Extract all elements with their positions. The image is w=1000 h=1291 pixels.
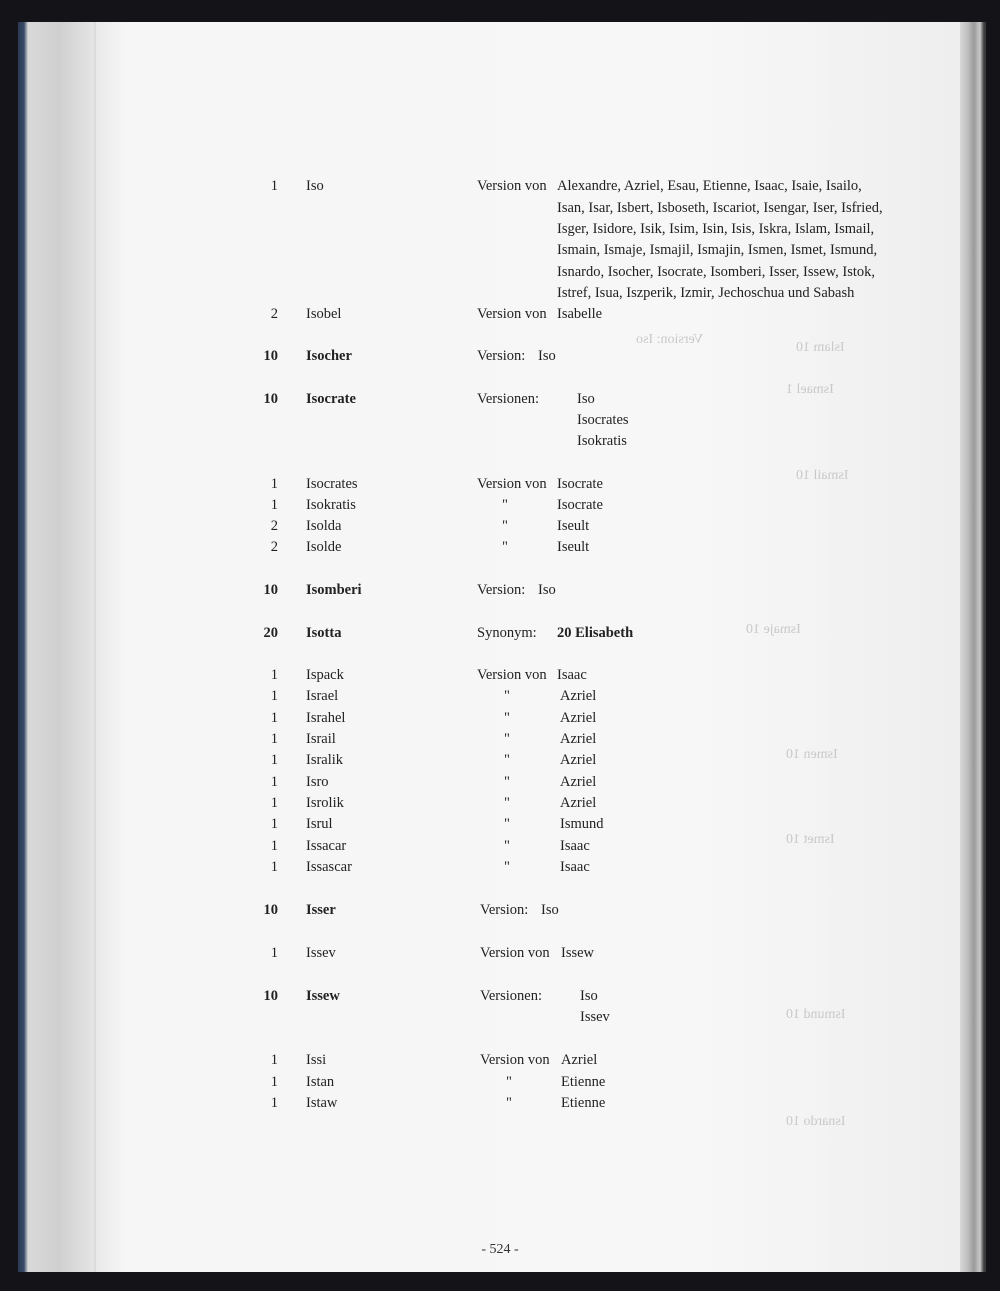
- entry-row: [0, 221, 1000, 243]
- entry-row: [0, 178, 1000, 200]
- entry-relation: Versionen:: [477, 391, 540, 407]
- entry-name: Issascar: [306, 859, 352, 875]
- entry-count: 10: [263, 988, 278, 1004]
- entry-count: 1: [270, 752, 278, 768]
- entry-row: [0, 859, 1000, 881]
- entry-row: [0, 285, 1000, 307]
- entry-count: 10: [263, 902, 278, 918]
- entry-count: 1: [270, 1095, 278, 1111]
- entry-row: [0, 988, 1000, 1010]
- entry-relation: ": [504, 859, 510, 875]
- entry-relation: ": [504, 838, 510, 854]
- entry-value: Isabelle: [557, 306, 603, 322]
- entry-row: [0, 539, 1000, 561]
- entry-row: [0, 1052, 1000, 1074]
- entry-relation: Version von: [477, 667, 547, 683]
- entry-relation: ": [504, 688, 510, 704]
- entry-row: [0, 582, 1000, 604]
- entry-relation: ": [502, 518, 508, 534]
- entry-value: Issew: [561, 945, 595, 961]
- entry-relation: ": [504, 795, 510, 811]
- show-through-text: Ismaje 10: [746, 622, 801, 637]
- entry-row: [0, 306, 1000, 328]
- entry-count: 2: [270, 539, 278, 555]
- entry-count: 1: [270, 795, 278, 811]
- entry-value: Iseult: [557, 518, 590, 534]
- entry-name: Issacar: [306, 838, 347, 854]
- entry-count: 1: [270, 710, 278, 726]
- entry-relation: ": [504, 731, 510, 747]
- entry-name: Issev: [306, 945, 336, 961]
- entry-row: [0, 1074, 1000, 1096]
- entry-relation: Version von: [477, 476, 547, 492]
- entry-name: Isocrate: [306, 391, 356, 407]
- entry-row: [0, 497, 1000, 519]
- entry-value: 20 Elisabeth: [557, 625, 634, 641]
- entry-count: 1: [270, 859, 278, 875]
- entry-relation: Version von: [480, 1052, 550, 1068]
- entry-row: [0, 710, 1000, 732]
- entry-relation: Version von: [477, 178, 547, 194]
- entry-relation: Synonym:: [477, 625, 537, 641]
- entry-row: [0, 200, 1000, 222]
- entry-value: Azriel: [561, 1052, 598, 1068]
- entry-name: Israil: [306, 731, 336, 747]
- entry-name: Isomberi: [306, 582, 362, 598]
- entry-name: Isro: [306, 774, 329, 790]
- entry-relation: Version von: [477, 306, 547, 322]
- entry-name: Iso: [306, 178, 324, 194]
- entry-row: [0, 945, 1000, 967]
- show-through-text: Version: Iso: [636, 332, 704, 347]
- entry-count: 1: [270, 178, 278, 194]
- entry-value: Azriel: [560, 688, 597, 704]
- entry-value: Istref, Isua, Iszperik, Izmir, Jechoschua und Sabash: [557, 285, 855, 301]
- entry-count: 1: [270, 688, 278, 704]
- entry-value: Isaac: [557, 667, 587, 683]
- entry-row: [0, 348, 1000, 370]
- entry-count: 1: [270, 731, 278, 747]
- show-through-text: Ismael 1: [786, 382, 834, 397]
- entry-value: Ismain, Ismaje, Ismajil, Ismajin, Ismen, Ismet, Ismund,: [557, 242, 878, 258]
- entry-count: 1: [270, 1074, 278, 1090]
- entry-value: Azriel: [560, 752, 597, 768]
- entry-name: Isotta: [306, 625, 342, 641]
- show-through-text: Isnardo 10: [786, 1114, 846, 1129]
- entry-value: Azriel: [560, 731, 597, 747]
- entry-name: Istan: [306, 1074, 335, 1090]
- entry-count: 1: [270, 816, 278, 832]
- entry-name: Isser: [306, 902, 336, 918]
- entry-row: [0, 412, 1000, 434]
- entry-count: 10: [263, 391, 278, 407]
- entry-name: Isocrates: [306, 476, 358, 492]
- entry-name: Israhel: [306, 710, 346, 726]
- entry-value: Iso: [577, 391, 595, 407]
- entry-value: Alexandre, Azriel, Esau, Etienne, Isaac, Isaie, Isailo,: [557, 178, 862, 194]
- entry-row: [0, 1095, 1000, 1117]
- show-through-text: Ismet 10: [786, 832, 835, 847]
- entry-value: Azriel: [560, 795, 597, 811]
- entry-count: 1: [270, 838, 278, 854]
- entry-row: [0, 625, 1000, 647]
- entry-row: [0, 774, 1000, 796]
- entry-count: 1: [270, 945, 278, 961]
- entry-row: [0, 264, 1000, 286]
- show-through-text: Ismail 10: [796, 468, 849, 483]
- entry-value: Isger, Isidore, Isik, Isim, Isin, Isis, Iskra, Islam, Ismail,: [557, 221, 875, 237]
- entry-value: Isocrate: [557, 476, 603, 492]
- entry-relation: ": [506, 1074, 512, 1090]
- entry-count: 1: [270, 1052, 278, 1068]
- entry-count: 1: [270, 774, 278, 790]
- entry-relation: ": [504, 774, 510, 790]
- entry-row: [0, 391, 1000, 413]
- entry-value: Iso: [541, 902, 559, 918]
- entry-count: 10: [263, 582, 278, 598]
- entry-relation: Version:: [477, 348, 526, 364]
- entry-row: [0, 838, 1000, 860]
- entry-value: Iseult: [557, 539, 590, 555]
- entry-value: Isaac: [560, 859, 590, 875]
- entry-relation: ": [502, 539, 508, 555]
- entry-value: Iso: [580, 988, 598, 1004]
- entry-value: Isnardo, Isocher, Isocrate, Isomberi, Isser, Issew, Istok,: [557, 264, 876, 280]
- entry-name: Isokratis: [306, 497, 356, 513]
- entry-row: [0, 816, 1000, 838]
- entry-value: Isokratis: [577, 433, 627, 449]
- entry-value: Ismund: [560, 816, 604, 832]
- entry-relation: Version:: [477, 582, 526, 598]
- entry-name: Isrul: [306, 816, 333, 832]
- entry-value: Iso: [538, 348, 556, 364]
- entry-relation: ": [504, 710, 510, 726]
- entry-count: 2: [270, 306, 278, 322]
- page-number: - 524 -: [481, 1242, 519, 1257]
- entry-count: 10: [263, 348, 278, 364]
- entry-relation: ": [504, 752, 510, 768]
- entry-row: [0, 902, 1000, 924]
- entry-row: [0, 518, 1000, 540]
- entry-name: Istaw: [306, 1095, 338, 1111]
- entry-row: [0, 688, 1000, 710]
- entry-relation: Version:: [480, 902, 529, 918]
- show-through-text: Islam 10: [796, 340, 845, 355]
- entry-name: Isolde: [306, 539, 342, 555]
- entry-value: Isocrate: [557, 497, 603, 513]
- entry-name: Isolda: [306, 518, 342, 534]
- entry-value: Isaac: [560, 838, 590, 854]
- entry-row: [0, 433, 1000, 455]
- entry-value: Isocrates: [577, 412, 629, 428]
- entry-relation: ": [504, 816, 510, 832]
- entry-value: Etienne: [561, 1074, 606, 1090]
- entry-row: [0, 667, 1000, 689]
- entry-name: Isobel: [306, 306, 342, 322]
- entry-name: Israel: [306, 688, 339, 704]
- entry-name: Isrolik: [306, 795, 344, 811]
- entry-value: Issev: [580, 1009, 610, 1025]
- entry-count: 1: [270, 476, 278, 492]
- show-through-text: Ismund 10: [786, 1007, 846, 1022]
- entry-count: 20: [263, 625, 278, 641]
- entry-name: Ispack: [306, 667, 344, 683]
- entry-count: 2: [270, 518, 278, 534]
- entry-name: Isocher: [306, 348, 352, 364]
- entry-value: Azriel: [560, 710, 597, 726]
- entry-count: 1: [270, 667, 278, 683]
- entry-row: [0, 242, 1000, 264]
- entry-value: Isan, Isar, Isbert, Isboseth, Iscariot, Isengar, Iser, Isfried,: [557, 200, 883, 216]
- entry-count: 1: [270, 497, 278, 513]
- entry-value: Etienne: [561, 1095, 606, 1111]
- entry-value: Iso: [538, 582, 556, 598]
- entry-row: [0, 731, 1000, 753]
- entry-name: Isralik: [306, 752, 344, 768]
- entry-name: Issew: [306, 988, 340, 1004]
- entry-relation: Version von: [480, 945, 550, 961]
- entry-row: [0, 752, 1000, 774]
- entry-row: [0, 1009, 1000, 1031]
- entry-value: Azriel: [560, 774, 597, 790]
- entry-relation: ": [502, 497, 508, 513]
- entry-relation: Versionen:: [480, 988, 543, 1004]
- show-through-text: Ismen 10: [786, 747, 838, 762]
- entry-row: [0, 795, 1000, 817]
- entry-row: [0, 476, 1000, 498]
- entry-name: Issi: [306, 1052, 327, 1068]
- entry-relation: ": [506, 1095, 512, 1111]
